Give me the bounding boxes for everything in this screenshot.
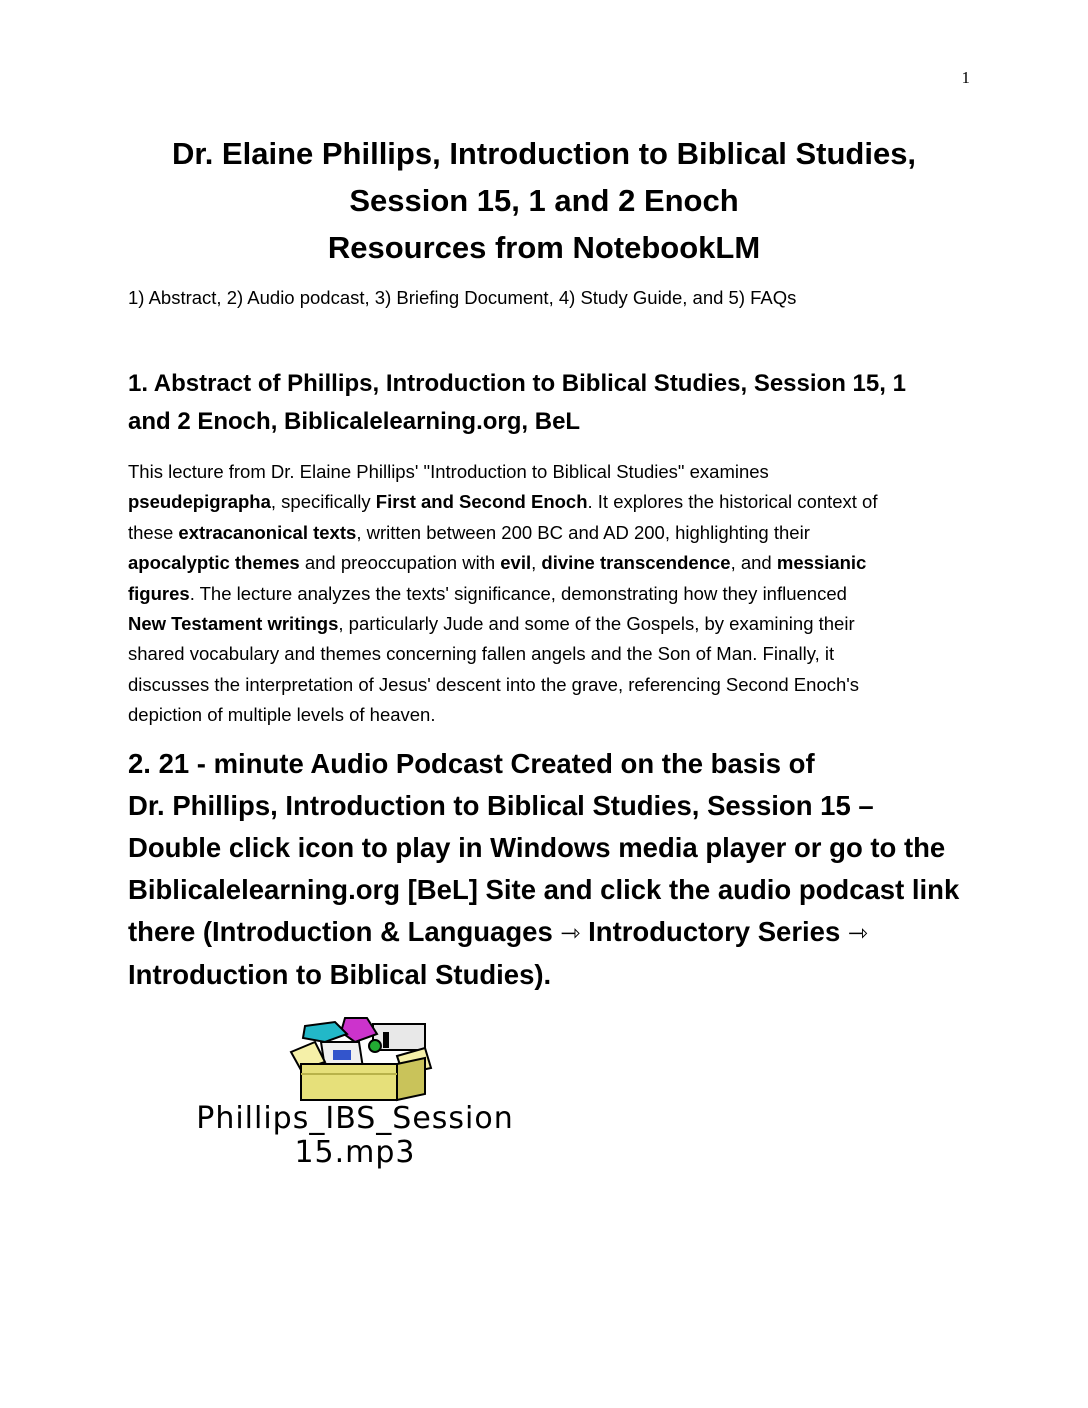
text-run: . It explores the historical context of [587, 491, 878, 513]
bold-term: figures [128, 582, 190, 604]
abstract-line [128, 518, 966, 548]
text-run: , specifically [270, 491, 376, 513]
abstract-line [128, 700, 966, 730]
bold-term: First and Second Enoch [375, 491, 588, 513]
resources-list: 1) Abstract, 2) Audio podcast, 3) Briefing Document, 4) Study Guide, and 5) FAQs [128, 287, 797, 308]
abstract-line [128, 639, 966, 669]
podcast-heading [128, 743, 978, 996]
abstract-line [128, 609, 966, 639]
abstract-line [128, 457, 966, 487]
text-run: discusses the interpretation of Jesus' descent into the grave, referencing Second Enoch's [128, 673, 860, 695]
abstract-heading [128, 365, 968, 441]
text-run: there (Introduction & Languages [128, 916, 561, 947]
title-line-3: Resources from NotebookLM [327, 230, 761, 265]
bold-term: extracanonical texts [178, 521, 357, 543]
abstract-paragraph [128, 457, 966, 731]
page-number: 1 [961, 68, 970, 87]
arrow-right-icon: ⇾ [847, 919, 869, 947]
media-file-label-line-2: 15.mp3 [294, 1135, 416, 1170]
text-run: shared vocabulary and themes concerning fallen angels and the Son of Man. Finally, it [128, 643, 835, 665]
text-run: , [531, 552, 542, 574]
bold-term: divine transcendence [541, 552, 731, 574]
bold-term: pseudepigrapha [128, 491, 271, 513]
text-run: , particularly Jude and some of the Gospels, by examining their [338, 613, 855, 635]
text-run: This lecture from Dr. Elaine Phillips' "Introduction to Biblical Studies" examines [128, 461, 769, 482]
title-line-1: Dr. Elaine Phillips, Introduction to Biblical Studies, [171, 136, 917, 171]
media-file-label[interactable] [120, 1102, 590, 1170]
bold-term: evil [500, 552, 532, 574]
abstract-heading-line-2: and 2 Enoch, Biblicalelearning.org, BeL [128, 408, 581, 435]
abstract-line [128, 487, 966, 517]
podcast-heading-line: Introduction to Biblical Studies). [128, 959, 552, 990]
bold-term: apocalyptic themes [128, 552, 300, 574]
abstract-heading-line-1: 1. Abstract of Phillips, Introduction to Biblical Studies, Session 15, 1 [128, 370, 906, 397]
media-file-label-line-1: Phillips_IBS_Session [196, 1101, 514, 1136]
podcast-heading-line: Biblicalelearning.org [BeL] Site and click the audio podcast link [128, 874, 960, 905]
podcast-heading-line: 2. 21 - minute Audio Podcast Created on the basis of [128, 748, 815, 779]
title-line-2: Session 15, 1 and 2 Enoch [349, 183, 739, 218]
podcast-heading-line: Dr. Phillips, Introduction to Biblical Studies, Session 15 – [128, 790, 874, 821]
document-title [100, 130, 988, 271]
abstract-line [128, 670, 966, 700]
text-run: . The lecture analyzes the texts' significance, demonstrating how they influenced [189, 582, 847, 604]
arrow-right-icon: ⇾ [560, 919, 581, 947]
text-run: Introductory Series [580, 916, 848, 947]
abstract-line [128, 579, 966, 609]
abstract-line [128, 548, 966, 578]
text-run: , written between 200 BC and AD 200, highlighting their [356, 521, 810, 543]
text-run: depiction of multiple levels of heaven. [128, 704, 436, 726]
bold-term: messianic [776, 552, 867, 574]
text-run: these [128, 521, 179, 543]
text-run: and preoccupation with [299, 552, 501, 574]
podcast-heading-line [128, 911, 978, 954]
podcast-heading-line: Double click icon to play in Windows media player or go to the [128, 832, 946, 863]
bold-term: New Testament writings [128, 613, 339, 635]
media-package-icon[interactable] [285, 1012, 435, 1104]
text-run: , and [730, 552, 777, 574]
